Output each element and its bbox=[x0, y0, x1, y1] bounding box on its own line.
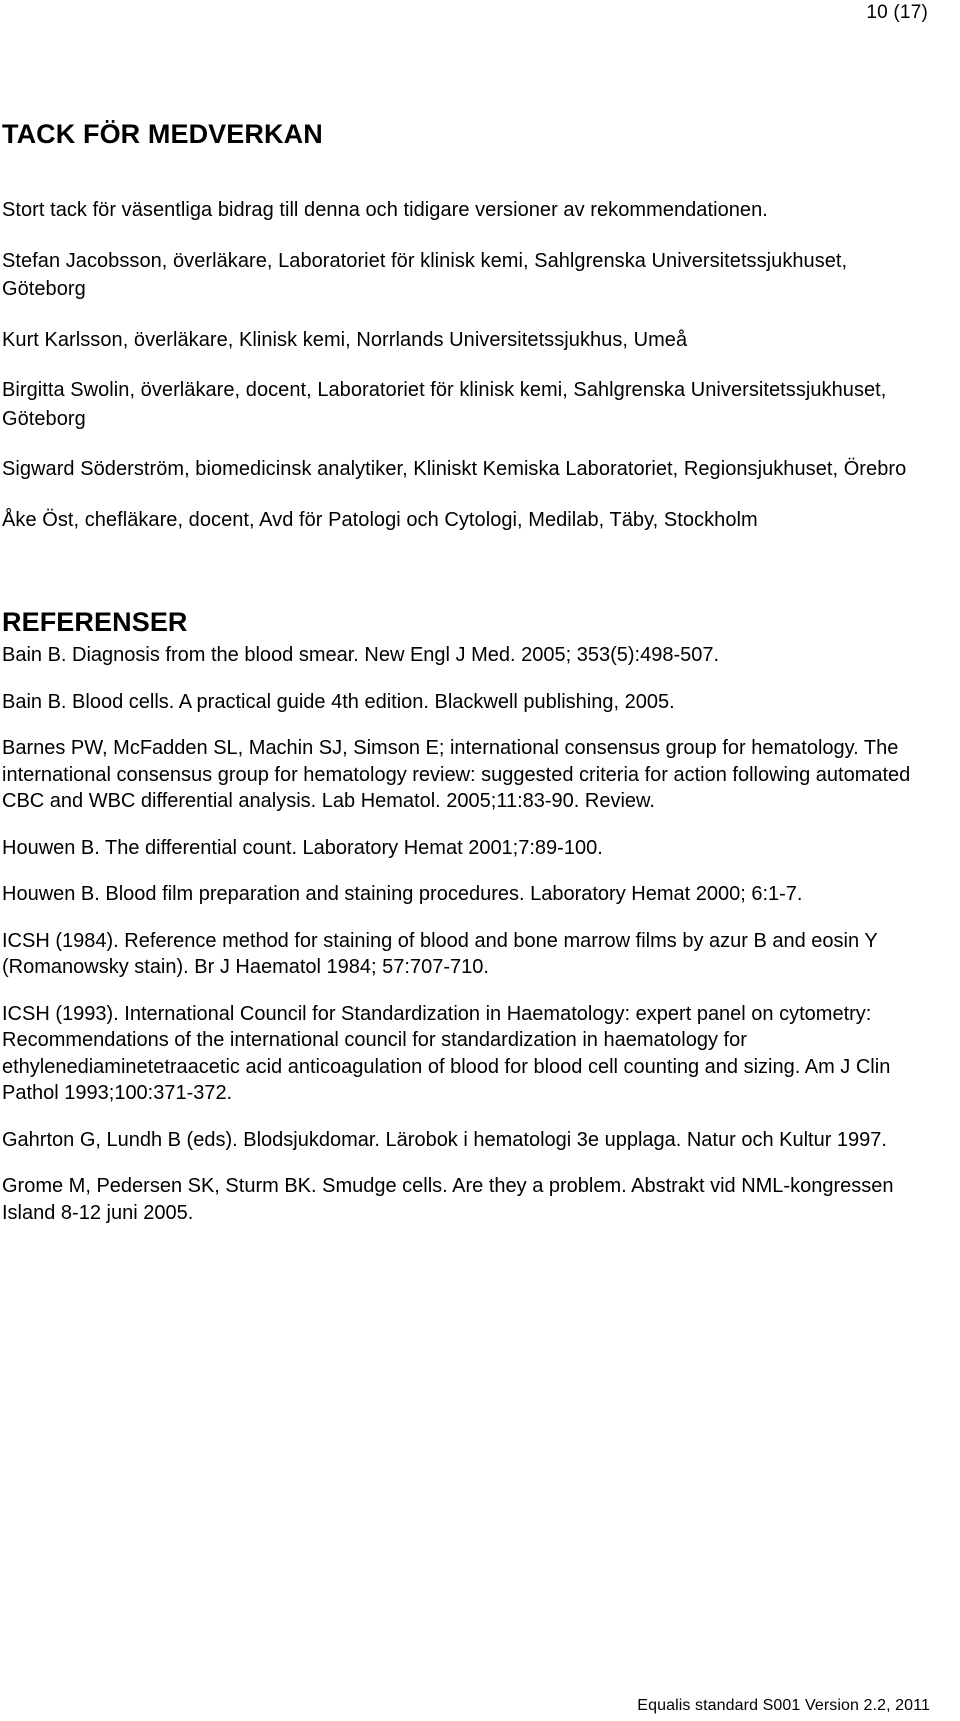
reference-item: Houwen B. The differential count. Laboratory Hemat 2001;7:89-100. bbox=[2, 836, 603, 859]
contributor-item: Kurt Karlsson, överläkare, Klinisk kemi, Norrlands Universitetssjukhus, Umeå bbox=[2, 328, 688, 351]
reference-item: Grome M, Pedersen SK, Sturm BK. Smudge cells. Are they a problem. Abstrakt vid NML-kongressen Island 8-12 juni 2005. bbox=[2, 1175, 894, 1224]
reference-list bbox=[2, 642, 932, 1226]
reference-item: Bain B. Diagnosis from the blood smear. New Engl J Med. 2005; 353(5):498-507. bbox=[2, 644, 720, 666]
contributor-item: Stefan Jacobsson, överläkare, Laboratoriet för klinisk kemi, Sahlgrenska Universitetssjukhuset, Göteborg bbox=[2, 249, 848, 300]
contributor-item: Åke Öst, chefläkare, docent, Avd för Patologi och Cytologi, Medilab, Täby, Stockholm bbox=[2, 508, 758, 531]
reference-item: Barnes PW, McFadden SL, Machin SJ, Simson E; international consensus group for hematology. The international consensus group for hematology review: suggested criteria for action following automated CBC and WBC differential analysis. Lab Hematol. 2005;11:83-90. Review. bbox=[2, 737, 911, 812]
document-body bbox=[2, 118, 932, 1246]
thanks-heading: TACK FÖR MEDVERKAN bbox=[2, 119, 323, 149]
reference-item: ICSH (1993). International Council for Standardization in Haematology: expert panel on cytometry: Recommendations of the international council for standardization in haematology for ethylenediaminetetraacetic acid anticoagulation of blood for blood cell counting and sizing. Am J Clin Pathol 1993;100:371-372. bbox=[2, 1002, 891, 1104]
contributor-list bbox=[2, 247, 932, 535]
thanks-intro: Stort tack för väsentliga bidrag till denna och tidigare versioner av rekommendationen. bbox=[2, 199, 768, 221]
contributor-item: Sigward Söderström, biomedicinsk analytiker, Kliniskt Kemiska Laboratoriet, Regionsjukhuset, Örebro bbox=[2, 458, 907, 480]
footer-standard-version: Equalis standard S001 Version 2.2, 2011 bbox=[637, 1697, 930, 1714]
page-number: 10 (17) bbox=[866, 2, 928, 23]
reference-item: Bain B. Blood cells. A practical guide 4th edition. Blackwell publishing, 2005. bbox=[2, 690, 675, 713]
reference-item: Gahrton G, Lundh B (eds). Blodsjukdomar. Lärobok i hematologi 3e upplaga. Natur och Kultur 1997. bbox=[2, 1128, 887, 1151]
reference-item: ICSH (1984). Reference method for staining of blood and bone marrow films by azur B and eosin Y (Romanowsky stain). Br J Haematol 1984; 57:707-710. bbox=[2, 929, 878, 978]
reference-item: Houwen B. Blood film preparation and staining procedures. Laboratory Hemat 2000; 6:1-7. bbox=[2, 883, 803, 905]
contributor-item: Birgitta Swolin, överläkare, docent, Laboratoriet för klinisk kemi, Sahlgrenska Universitetssjukhuset, Göteborg bbox=[2, 379, 887, 430]
references-heading: REFERENSER bbox=[2, 607, 188, 637]
